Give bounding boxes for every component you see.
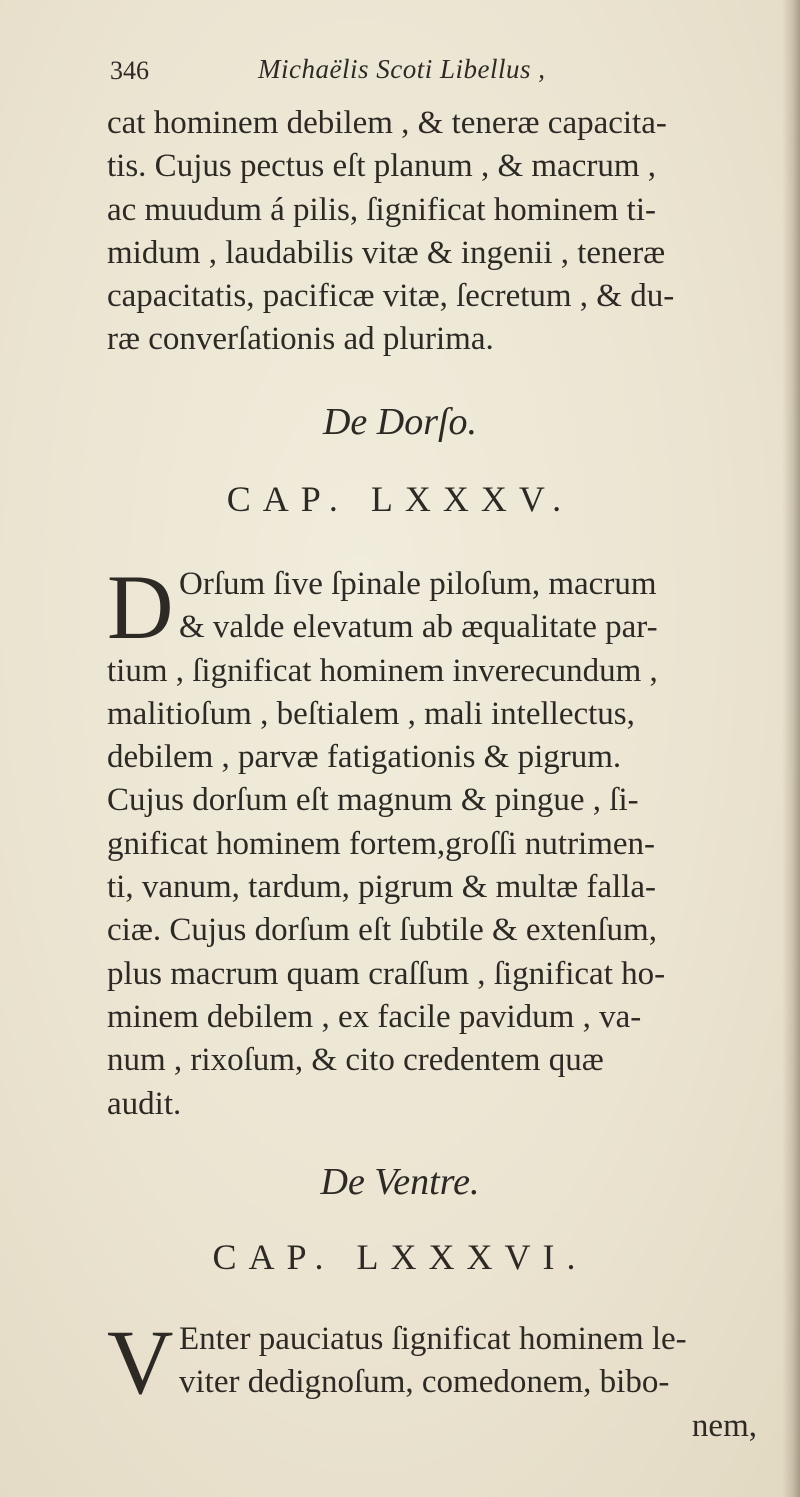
chapter-number-86: CAP. LXXXVI. bbox=[212, 1237, 588, 1277]
text-line: capacitatis, pacificæ vitæ, ſecretum , & du- bbox=[107, 278, 675, 315]
section-body-dorso bbox=[107, 556, 787, 1126]
text-line: Enter pauciatus ſignificat hominem le- bbox=[179, 1321, 687, 1357]
section-body-ventre bbox=[107, 1311, 787, 1448]
section-title-ventre: De Ventre. bbox=[320, 1161, 480, 1203]
page-header bbox=[110, 54, 630, 94]
text-line: ac muudum á pilis, ſignificat hominem ti- bbox=[107, 191, 656, 228]
intro-paragraph bbox=[107, 102, 787, 362]
text-line: debilem , parvæ fatigationis & pigrum. bbox=[107, 739, 622, 776]
text-line: gnificat hominem fortem,groſſi nutrimen- bbox=[107, 825, 656, 862]
text-line: ræ converſationis ad plurima. bbox=[107, 321, 494, 358]
text-line: Orſum ſive ſpinale piloſum, macrum bbox=[179, 566, 657, 602]
text-line: midum , laudabilis vitæ & ingenii , teneræ bbox=[107, 234, 666, 271]
text-line: num , rixoſum, & cito credentem quæ bbox=[107, 1042, 604, 1079]
drop-cap-letter: V bbox=[107, 1311, 174, 1413]
text-line: audit. bbox=[107, 1085, 182, 1122]
text-line: tis. Cujus pectus eſt planum , & macrum , bbox=[107, 148, 657, 185]
text-line: & valde elevatum ab æqualitate par- bbox=[179, 609, 658, 646]
text-line: cat hominem debilem , & teneræ capacita- bbox=[107, 105, 667, 141]
catchword: nem, bbox=[691, 1407, 757, 1444]
text-line: Cujus dorſum eſt magnum & pingue , ſi- bbox=[107, 782, 639, 819]
text-line: plus macrum quam craſſum , ſignificat ho- bbox=[107, 955, 666, 992]
section-title-dorso: De Dorſo. bbox=[322, 401, 478, 443]
running-title: Michaëlis Scoti Libellus , bbox=[258, 54, 546, 84]
text-line: viter dedignoſum, comedonem, bibo- bbox=[179, 1364, 670, 1401]
text-line: malitioſum , beſtialem , mali intellectus, bbox=[107, 695, 635, 732]
text-line: tium , ſignificat hominem inverecundum , bbox=[107, 652, 658, 689]
chapter-number-85: CAP. LXXXV. bbox=[226, 479, 574, 519]
page-number: 346 bbox=[110, 56, 149, 85]
text-line: ciæ. Cujus dorſum eſt ſubtile & extenſum, bbox=[107, 912, 657, 949]
text-line: ti, vanum, tardum, pigrum & multæ falla- bbox=[107, 869, 656, 906]
drop-cap-letter: D bbox=[107, 556, 174, 658]
text-line: minem debilem , ex facile pavidum , va- bbox=[107, 998, 642, 1035]
